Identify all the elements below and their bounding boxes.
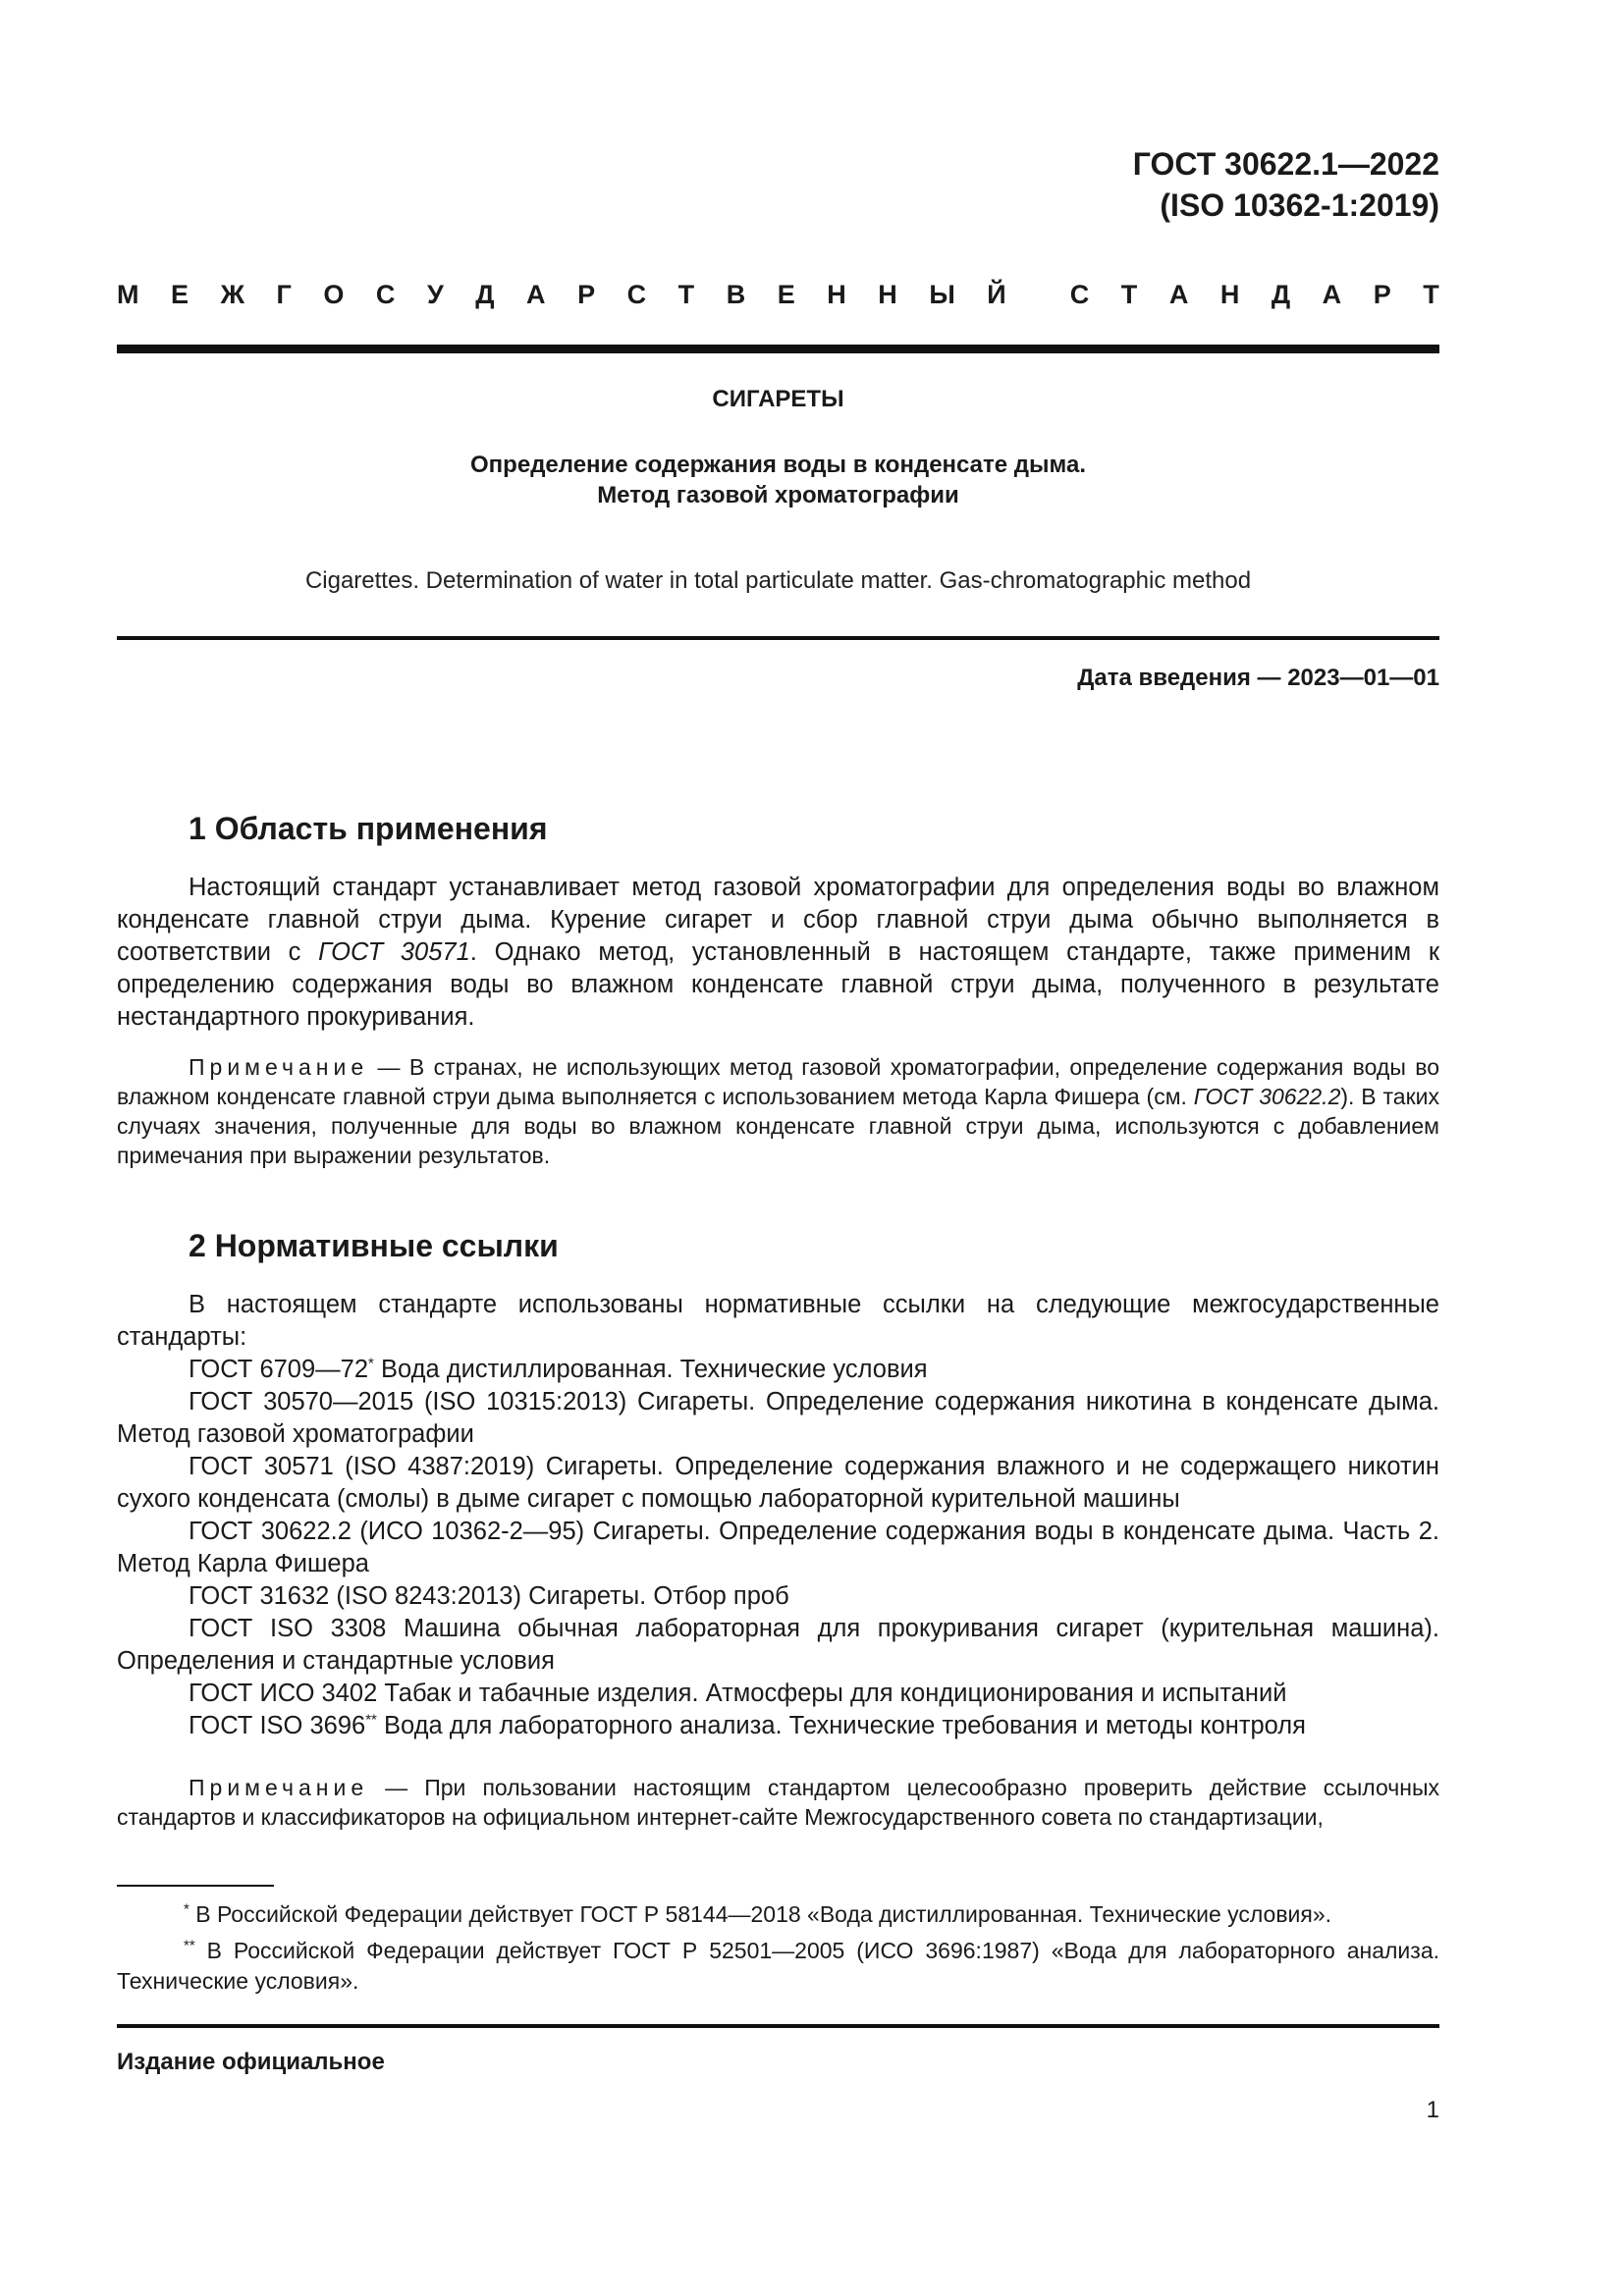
section-1-note: Примечание — В странах, не использующих метод газовой хроматографии, определение содержания воды во влажном конденсате главной струи дыма выполняется с использованием метода Карла Фишера (см. ГОСТ 30622.2). В таких случаях значения, полученные для воды во влажном конденсате главной струи дыма, используются с добавлением примечания при выражении результатов. <box>117 1054 1440 1168</box>
type-letter: С <box>375 280 396 309</box>
reference-item: ГОСТ 30570—2015 (ISO 10315:2013) Сигареты. Определение содержания никотина в конденсате дыма. Метод газовой хроматографии <box>117 1388 1440 1448</box>
section-1-heading: 1 Область применения <box>189 811 548 846</box>
note-label: Примечание <box>189 1054 369 1080</box>
footnote: ** В Российской Федерации действует ГОСТ Р 52501—2005 (ИСО 3696:1987) «Вода для лабораторного анализа. Технические условия». <box>117 1937 1439 1994</box>
type-letter: Е <box>777 280 795 309</box>
note-label: Примечание <box>189 1775 369 1800</box>
page-number: 1 <box>1426 2097 1439 2123</box>
type-letter: Н <box>827 280 846 309</box>
footnote-rule <box>117 1885 274 1887</box>
type-letter: А <box>1322 280 1342 309</box>
section-2-heading: 2 Нормативные ссылки <box>189 1228 559 1263</box>
reference-item: ГОСТ 6709—72* Вода дистиллированная. Технические условия <box>189 1355 928 1383</box>
type-letter: М <box>117 280 139 309</box>
edition-label: Издание официальное <box>117 2049 385 2075</box>
reference-item: ГОСТ 30622.2 (ИСО 10362-2—95) Сигареты. Определение содержания воды в конденсате дыма. Часть 2. Метод Карла Фишера <box>117 1518 1440 1577</box>
document-title: СИГАРЕТЫ <box>712 386 844 412</box>
type-letter: Т <box>677 280 695 309</box>
reference-item: ГОСТ ISO 3696** Вода для лабораторного анализа. Технические требования и методы контроля <box>189 1711 1306 1739</box>
type-letter: С <box>626 280 647 309</box>
reference-item: ГОСТ ISO 3308 Машина обычная лабораторная для прокуривания сигарет (курительная машина). Определения и стандартные условия <box>117 1615 1439 1675</box>
english-title: Cigarettes. Determination of water in total particulate matter. Gas-chromatographic method <box>304 567 1252 594</box>
type-letter: С <box>1069 280 1090 309</box>
normative-references <box>117 1289 1439 1742</box>
type-letter: Ж <box>220 280 244 309</box>
type-letter: В <box>726 280 746 309</box>
title-rule <box>117 636 1439 640</box>
reference-item: ГОСТ 30571 (ISO 4387:2019) Сигареты. Определение содержания влажного и не содержащего никотин сухого конденсата (смолы) в дыме сигарет с помощью лабораторной курительной машины <box>117 1453 1439 1513</box>
type-letter: Д <box>475 280 495 309</box>
type-letter: У <box>426 280 444 309</box>
type-letter: А <box>526 280 546 309</box>
type-letter: А <box>1168 280 1189 309</box>
type-letter: О <box>323 280 345 309</box>
type-letter: Е <box>171 280 189 309</box>
standard-type-banner <box>117 280 1439 310</box>
standard-code: ГОСТ 30622.1—2022 <box>1132 146 1439 182</box>
type-letter: Т <box>1423 280 1439 309</box>
iso-reference: (ISO 10362-1:2019) <box>1160 187 1439 223</box>
header-rule <box>117 345 1439 353</box>
references-intro: В настоящем стандарте использованы нормативные ссылки на следующие межгосударственные стандарты: <box>117 1291 1439 1351</box>
type-letter: Р <box>577 280 596 309</box>
section-1-paragraph: Настоящий стандарт устанавливает метод газовой хроматографии для определения воды во влажном конденсате главной струи дыма. Курение сигарет и сбор главной струи дыма обычно выполняется в соответствии с ГОСТ 30571. Однако метод, установленный в настоящем стандарте, также применим к определению содержания воды во влажном конденсате главной струи дыма, полученного в результате нестандартного прокуривания. <box>117 874 1439 1031</box>
type-letter: Т <box>1120 280 1138 309</box>
type-letter: Д <box>1271 280 1291 309</box>
footnote: * В Российской Федерации действует ГОСТ Р 58144—2018 «Вода дистиллированная. Технические условия». <box>184 1900 1332 1927</box>
reference-item: ГОСТ ИСО 3402 Табак и табачные изделия. Атмосферы для кондиционирования и испытаний <box>189 1680 1287 1707</box>
subtitle-line: Метод газовой хроматографии <box>597 482 959 508</box>
effective-date: Дата введения — 2023—01—01 <box>1077 665 1439 691</box>
type-letter: Р <box>1373 280 1391 309</box>
type-letter: Н <box>878 280 897 309</box>
footer-rule <box>117 2024 1439 2028</box>
type-letter: Г <box>276 280 292 309</box>
reference-link: ГОСТ 30622.2 <box>1193 1084 1341 1109</box>
type-letter: Й <box>987 280 1006 309</box>
reference-item: ГОСТ 31632 (ISO 8243:2013) Сигареты. Отбор проб <box>189 1582 789 1610</box>
subtitle-line: Определение содержания воды в конденсате дыма. <box>470 452 1086 478</box>
type-letter: Ы <box>929 280 955 309</box>
section-2-note: Примечание — При пользовании настоящим стандартом целесообразно проверить действие ссылочных стандартов и классификаторов на официальном интернет-сайте Межгосударственного совета по стандартизации, <box>117 1775 1439 1830</box>
reference-link: ГОСТ 30571 <box>318 938 470 966</box>
document-subtitle <box>117 450 1439 510</box>
type-letter: Н <box>1219 280 1240 309</box>
